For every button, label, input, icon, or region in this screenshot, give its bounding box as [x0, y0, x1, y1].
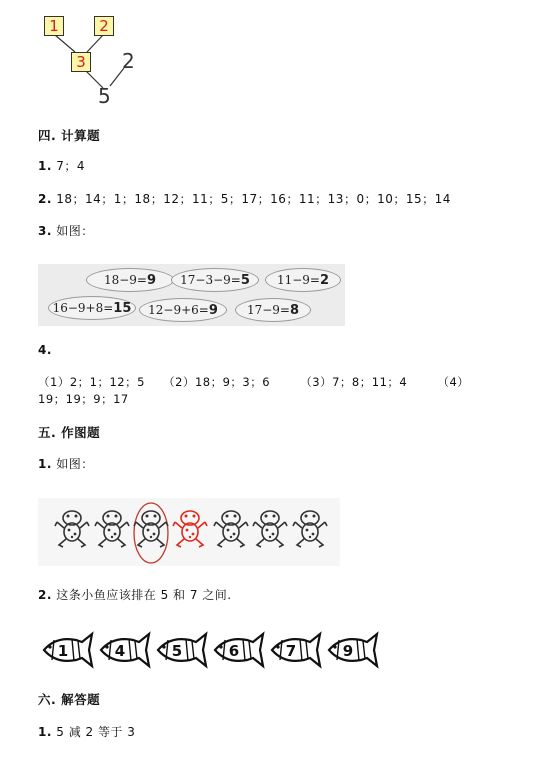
circle-mark	[134, 503, 168, 563]
frog-icon	[95, 511, 129, 547]
s5-q1-number: 1.	[38, 457, 52, 471]
oval-expression	[48, 296, 136, 320]
frog-icon	[214, 511, 248, 547]
oval-answers-panel	[38, 264, 345, 326]
fish-number: 6	[228, 642, 240, 660]
fish-icon	[158, 634, 206, 666]
fish-number: 4	[114, 642, 126, 660]
oval-expr: 11−9=	[276, 273, 320, 287]
oval-answer: 15	[113, 301, 132, 316]
s5-q2-number: 2.	[38, 588, 52, 602]
s4-q1	[38, 157, 85, 174]
oval-answer: 5	[240, 273, 250, 288]
oval-expr: 17−3−9=	[180, 273, 241, 287]
bond-box-3: 3	[71, 52, 91, 72]
section6-heading: 六. 解答题	[38, 692, 101, 707]
section4-heading: 四. 计算题	[38, 128, 101, 143]
fish-number: 5	[171, 642, 183, 660]
oval-answer: 8	[289, 303, 300, 318]
s4-q1-text: 7；4	[56, 159, 86, 173]
frog-icon-red	[173, 511, 207, 547]
oval-answer: 9	[208, 303, 218, 318]
frog-icon	[293, 511, 327, 547]
s4-q2-text: 18；14；1；18；12；11；5；17；16；11；13；0；10；15；14	[56, 192, 451, 206]
oval-expr: 16−9+8=	[52, 301, 114, 315]
oval-expression	[139, 298, 227, 322]
s4-q4-number: 4.	[38, 343, 52, 357]
bond-bottom-number: 5	[98, 84, 111, 108]
oval-expression	[86, 268, 174, 292]
s6-q1	[38, 723, 135, 740]
oval-answer: 2	[319, 273, 330, 288]
bond-right-number: 2	[122, 49, 135, 73]
frog-icon	[253, 511, 287, 547]
fish-icon	[44, 634, 92, 666]
s4-q4-line1: （1）2；1；12；5 （2）18；9；3；6 （3）7；8；11；4 （4）	[38, 375, 470, 389]
s4-q3	[38, 222, 94, 239]
s5-q2-text: 这条小鱼应该排在 5 和 7 之间.	[56, 588, 232, 602]
fish-icon	[272, 634, 320, 666]
fish-icon	[101, 634, 149, 666]
frog-row	[38, 498, 340, 566]
frog-row-svg	[38, 498, 340, 566]
fish-row-svg	[38, 628, 388, 672]
fish-number: 9	[342, 642, 354, 660]
s5-q1-text: 如图：	[56, 457, 94, 471]
s4-q1-number: 1.	[38, 159, 52, 173]
oval-expression	[171, 268, 259, 292]
fish-number: 7	[285, 642, 297, 660]
s4-q2-number: 2.	[38, 192, 52, 206]
s4-q2	[38, 190, 451, 207]
fish-icon	[215, 634, 263, 666]
oval-expr: 12−9+6=	[148, 303, 209, 317]
section5-heading: 五. 作图题	[38, 425, 101, 440]
s5-q2	[38, 586, 232, 603]
s4-q3-number: 3.	[38, 224, 52, 238]
fish-icon	[329, 634, 377, 666]
bond-box-1: 1	[44, 16, 64, 36]
frog-icon	[55, 511, 89, 547]
s5-q1	[38, 455, 94, 472]
s4-q4	[38, 343, 52, 357]
s6-q1-number: 1.	[38, 725, 52, 739]
oval-expr: 17−9=	[246, 303, 290, 317]
s4-q3-text: 如图：	[56, 224, 94, 238]
oval-expression	[265, 268, 341, 292]
frog-icon-circled	[134, 511, 168, 547]
oval-expr: 18−9=	[103, 273, 147, 287]
bond-box-2: 2	[94, 16, 114, 36]
s6-q1-text: 5 减 2 等于 3	[56, 725, 136, 739]
fish-number: 1	[57, 642, 69, 660]
fish-row	[38, 628, 388, 672]
oval-expression	[235, 298, 311, 322]
oval-answer: 9	[146, 273, 157, 288]
s4-q4-line2: 19；19；9；17	[38, 392, 129, 406]
